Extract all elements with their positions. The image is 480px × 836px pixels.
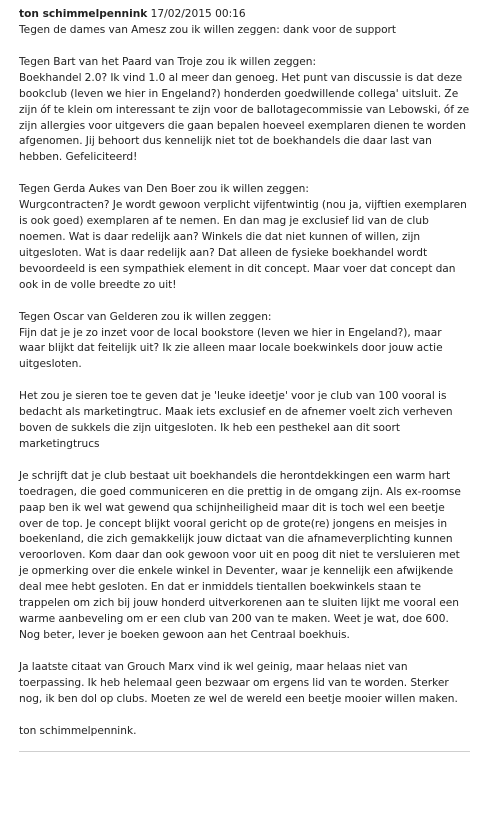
comment-divider: [19, 751, 470, 752]
comment-paragraph: Het zou je sieren toe te geven dat je 'leuke ideetje' voor je club van 100 vooral is bedacht als marketingtruc. Maak iets exclusief en de afnemer voelt zich verheven boven de sukkels die zijn uitgesloten. Ik heb een pesthekel aan dit soort marketingtrucs: [19, 390, 453, 450]
comment-signature: ton schimmelpennink.: [19, 724, 137, 737]
comment-paragraph: Tegen Oscar van Gelderen zou ik willen zeggen: Fijn dat je je zo inzet voor de local bookstore (leven we hier in Engeland?), maar waar blijkt dat feitelijk uit? Ik zie alleen maar locale boekwinkels door jouw actie uitgesloten.: [19, 310, 443, 371]
comment-paragraph: Ja laatste citaat van Grouch Marx vind ik wel geinig, maar helaas niet van toerpassing. Ik heb helemaal geen bezwaar om ergens lid van te worden. Sterker nog, ik ben dol op clubs. Moeten ze wel de wereld een beetje mooier willen maken.: [19, 660, 458, 705]
comment-header: [19, 6, 470, 22]
comment-author: ton schimmelpennink: [19, 8, 148, 20]
comment-body: [19, 23, 470, 739]
comment-paragraph: Tegen Bart van het Paard van Troje zou ik willen zeggen: Boekhandel 2.0? Ik vind 1.0 al meer dan genoeg. Het punt van discussie is dat deze bookclub (leven we hier in Engeland?) honderden goedwillende collega' uitsluit. Ze zijn óf te klein om interessant te zijn voor de ballotagecommissie van Lebowski, óf ze zijn allergies voor uitgevers die gaan bepalen hoeveel exemplaren dienen te worden afgenomen. Jij behoort dus kennelijk niet tot de boekhandels die daar last van hebben. Gefeliciteerd!: [19, 55, 470, 164]
comment-timestamp: 17/02/2015 00:16: [150, 8, 246, 20]
comment-paragraph: Je schrijft dat je club bestaat uit boekhandels die herontdekkingen een warm hart toedragen, die goed communiceren en die prettig in de omgang zijn. Als ex-roomse paap ben ik wel wat gewend qua schijnheiligheid maar dit is toch wel een beetje over de top. Je concept blijkt vooral gericht op de grote(re) jongens en meisjes in boekenland, die zich gemakkelijk jouw dictaat van die afnameverplichting kunnen veroorloven. Kom daar dan ook gewoon voor uit en poog dit niet te versluieren met je opmerking over die enkele winkel in Deventer, waar je kennelijk een afwijkende deal mee hebt gesloten. En dat er inmiddels tientallen boekwinkels staan te trappelen om zich bij jouw honderd uitverkorenen aan te sluiten lijkt me vooral een warme aanbeveling om er een club van 200 van te maken. Weet je wat, doe 600. Nog beter, lever je boeken gewoon aan het Centraal boekhuis.: [19, 469, 461, 641]
comment-paragraph: Tegen de dames van Amesz zou ik willen zeggen: dank voor de support: [19, 24, 397, 36]
comment-paragraph: Tegen Gerda Aukes van Den Boer zou ik willen zeggen: Wurgcontracten? Je wordt gewoon verplicht vijfentwintig (nou ja, vijftien exemplaren is ook goed) exemplaren af te nemen. En dan mag je exclusief lid van de club noemen. Wat is daar redelijk aan? Winkels die dat niet kunnen of willen, zijn uitgesloten. Wat is daar redelijk aan? Dat alleen de fysieke boekhandel wordt bevoordeeld is een sympathiek element in dit concept. Maar voer dat concept dan ook in de volle breedte zo uit!: [19, 183, 467, 291]
